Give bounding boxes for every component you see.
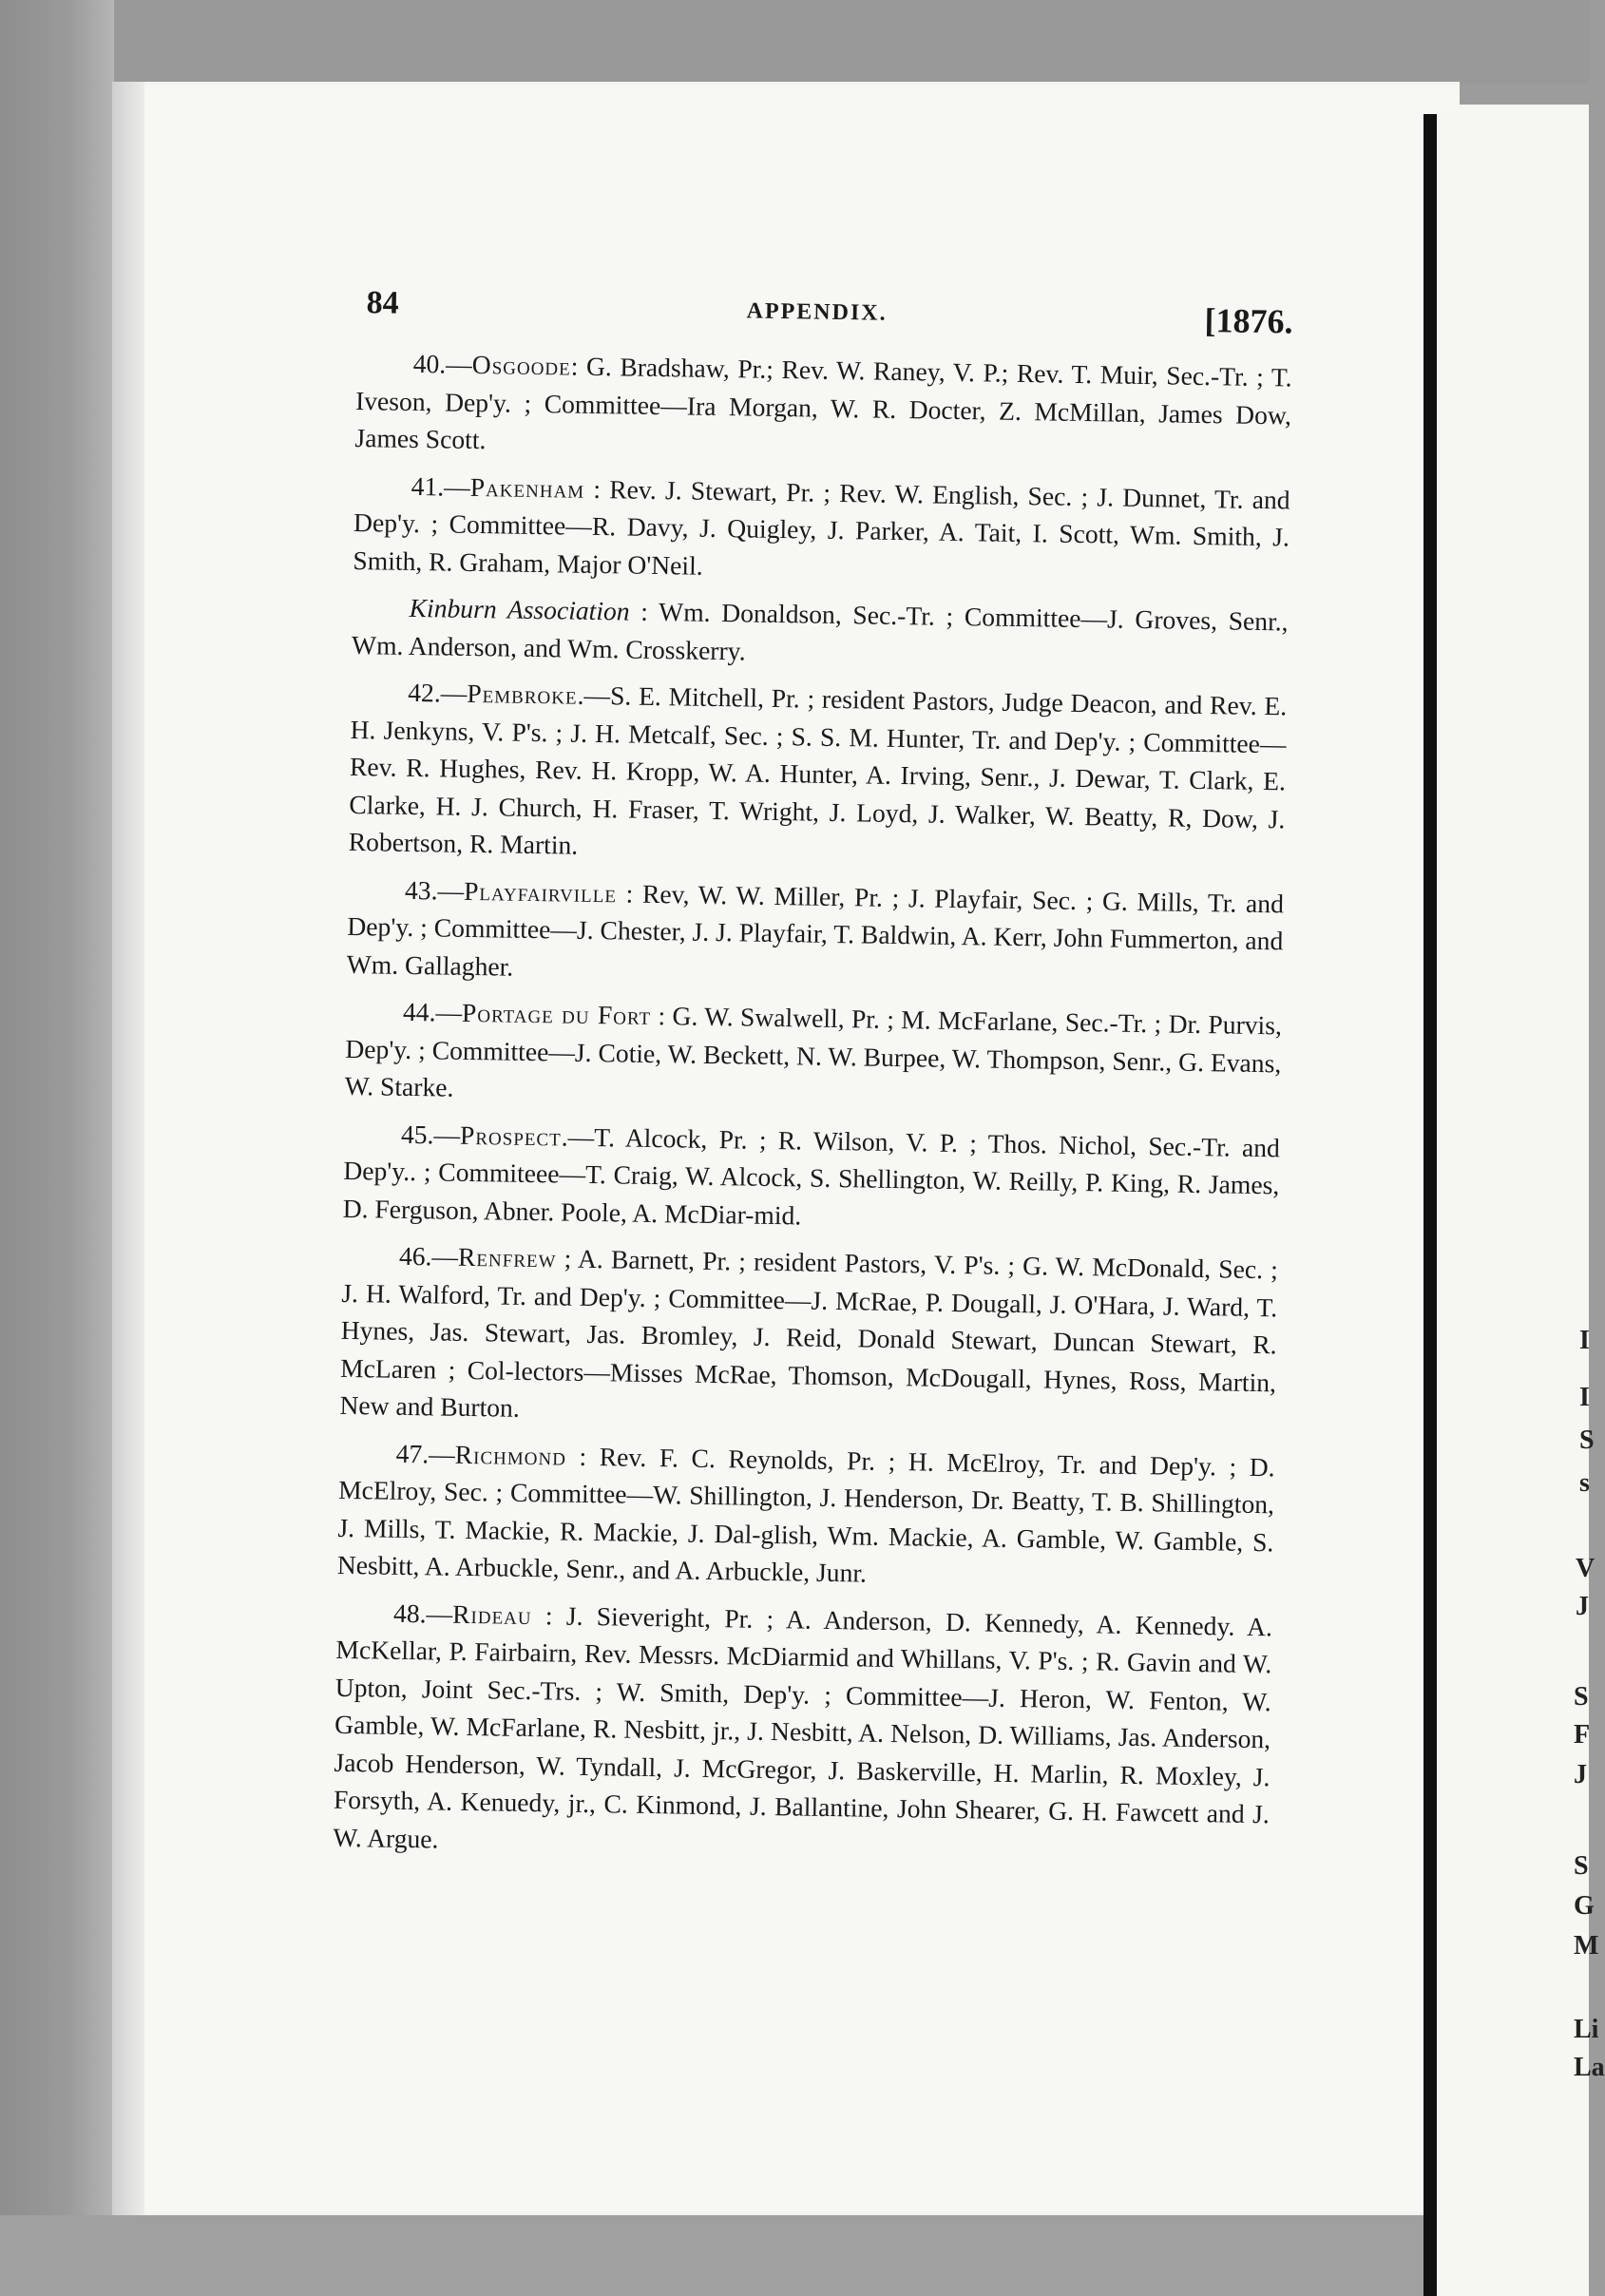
society-entry-renfrew [339, 1236, 1278, 1439]
entry-text: : Rev. J. Stewart, Pr. ; Rev. W. English, Sec. ; J. Dunnet, Tr. and Dep'y. ; Committee—R. Davy, J. Quigley, J. Parker, A. Tait, I. Scott, Wm. Smith, J. Smith, R. Graham, Major O'Neil. [353, 473, 1290, 581]
entry-number: 44.— [402, 996, 463, 1027]
entry-number: 40.— [412, 348, 473, 379]
scan-border-bottom [0, 2215, 1423, 2296]
adjacent-page-fragment: F [1574, 1720, 1591, 1750]
book-gutter [1423, 114, 1437, 2296]
entry-number: 42.— [408, 677, 468, 708]
adjacent-page-fragment: La [1574, 2053, 1605, 2082]
scan-border-left [0, 0, 114, 2296]
society-entry-portage-du-fort [344, 992, 1282, 1119]
entry-place: Renfrew [457, 1241, 557, 1273]
entry-place: Playfairville [463, 875, 618, 908]
entry-number: 45.— [400, 1119, 461, 1150]
society-entry-rideau [333, 1593, 1272, 1870]
entry-place: Pembroke [467, 678, 578, 710]
entry-text: : Rev. F. C. Reynolds, Pr. ; H. McElroy, Tr. and Dep'y. ; D. McElroy, Sec. ; Committee—W. Shillington, J. Henderson, Dr. Beatty, T. B. Shillington, J. Mills, T. Mackie, R. Mackie, J. Dal-glish, Wm. Mackie, A. Gamble, W. Gamble, S. Nesbitt, A. Arbuckle, Senr., and A. Arbuckle, Junr. [336, 1441, 1275, 1588]
running-title: APPENDIX. [746, 298, 888, 326]
entry-number: 47.— [395, 1438, 456, 1469]
entry-place: Portage du Fort [461, 997, 652, 1030]
adjacent-page-fragment: S [1574, 1851, 1589, 1881]
society-entry-pembroke [348, 673, 1287, 875]
adjacent-page [1437, 105, 1605, 2296]
entry-place: Richmond [454, 1439, 567, 1471]
entry-place: Rideau [451, 1598, 532, 1630]
society-entry-pakenham [353, 466, 1290, 593]
adjacent-page-fragment: V [1576, 1554, 1595, 1583]
entry-text: : Rev, W. W. Miller, Pr. ; J. Playfair, Sec. ; G. Mills, Tr. and Dep'y. ; Committee—J. Chester, J. J. Playfair, T. Baldwin, A. Kerr, John Fummerton, and Wm. Gallagher. [346, 877, 1285, 982]
entry-number: 43.— [404, 874, 465, 906]
adjacent-page-fragment: J [1574, 1760, 1587, 1789]
society-entry-playfairville [346, 870, 1284, 997]
adjacent-page-fragment: S [1574, 1682, 1589, 1712]
scan-border-top [0, 0, 1589, 84]
entry-place: Pakenham [469, 471, 585, 504]
entry-text: : G. W. Swalwell, Pr. ; M. McFarlane, Sec.-Tr. ; Dr. Purvis, Dep'y. ; Committee—J. Cotie, W. Beckett, N. W. Burpee, W. Thompson, Senr., G. Evans, W. Starke. [344, 1000, 1283, 1102]
page-number: 84 [366, 285, 399, 321]
society-entry-richmond [337, 1433, 1275, 1598]
page-binding-shadow [112, 82, 144, 2215]
entry-text: .—S. E. Mitchell, Pr. ; resident Pastors, Judge Deacon, and Rev. E. H. Jenkyns, V. P's. ; J. H. Metcalf, Sec. ; S. S. M. Hunter, Tr. and Dep'y. ; Committee—Rev. R. Hughes, Rev. H. Kropp, W. A. Hunter, A. Irving, Senr., J. Dewar, T. Clark, E. Clarke, H. J. Church, H. Fraser, T. Wright, J. Loyd, J. Walker, W. Beatty, R, Dow, J. Robertson, R. Martin. [348, 679, 1288, 860]
adjacent-page-fragment: s [1579, 1468, 1590, 1498]
entry-text: .—T. Alcock, Pr. ; R. Wilson, V. P. ; Thos. Nichol, Sec.-Tr. and Dep'y.. ; Commiteee—T. Craig, W. Alcock, S. Shellington, W. Reilly, P. King, R. James, D. Ferguson, Abner. Poole, A. McDiar-mid. [342, 1120, 1281, 1230]
entry-place: Prospect [459, 1119, 563, 1151]
adjacent-page-fragment: G [1574, 1891, 1595, 1921]
entry-number: 48.— [392, 1598, 453, 1629]
entry-place: Osgoode [471, 349, 572, 381]
entry-number: 46.— [398, 1240, 459, 1272]
society-entry-osgoode [354, 344, 1292, 471]
year-label: [1876. [1204, 301, 1293, 341]
entry-text: : J. Sieveright, Pr. ; A. Anderson, D. Kennedy, A. Kennedy. A. McKellar, P. Fairbairn, Rev. Messrs. McDiarmid and Whillans, V. P's. ; R. Gavin and W. Upton, Joint Sec.-Trs. ; W. Smith, Dep'y. ; Committee—J. Heron, W. Fenton, W. Gamble, W. McFarlane, R. Nesbitt, jr., J. Nesbitt, A. Nelson, D. Williams, Jas. Anderson, Jacob Henderson, W. Tyndall, J. McGregor, J. Baskerville, H. Marlin, R. Moxley, J. Forsyth, A. Kenuedy, jr., C. Kinmond, J. Ballantine, John Shearer, G. H. Fawcett and J. W. Argue. [333, 1599, 1273, 1854]
adjacent-page-fragment: M [1574, 1931, 1599, 1961]
adjacent-page-fragment: Li [1574, 2015, 1599, 2044]
society-entry-kinburn [352, 588, 1289, 678]
adjacent-page-fragment: I [1579, 1326, 1590, 1355]
entry-text: : Wm. Donaldson, Sec.-Tr. ; Committee—J. Groves, Senr., Wm. Anderson, and Wm. Crosskerry. [351, 596, 1289, 665]
adjacent-page-fragment: J [1576, 1592, 1589, 1621]
society-entry-prospect [342, 1114, 1280, 1241]
page-content [333, 285, 1293, 1880]
entry-number: 41.— [411, 470, 471, 502]
entry-place: Kinburn Association [409, 592, 630, 626]
adjacent-page-fragment: I [1579, 1383, 1590, 1412]
entry-text: : G. Bradshaw, Pr.; Rev. W. Raney, V. P.; Rev. T. Muir, Sec.-Tr. ; T. Iveson, Dep'y. ; Committee—Ira Morgan, W. R. Docter, Z. McMillan, James Dow, James Scott. [354, 351, 1292, 455]
entry-text: ; A. Barnett, Pr. ; resident Pastors, V. P's. ; G. W. McDonald, Sec. ; J. H. Walford, Tr. and Dep'y. ; Committee—J. McRae, P. Dougall, J. O'Hara, J. Ward, T. Hynes, Jas. Stewart, Jas. Bromley, J. Reid, Donald Stewart, Duncan Stewart, R. McLaren ; Col-lectors—Misses McRae, Thomson, McDougall, Hynes, Ross, Martin, New and Burton. [339, 1243, 1279, 1423]
adjacent-page-fragment: S [1579, 1425, 1595, 1455]
